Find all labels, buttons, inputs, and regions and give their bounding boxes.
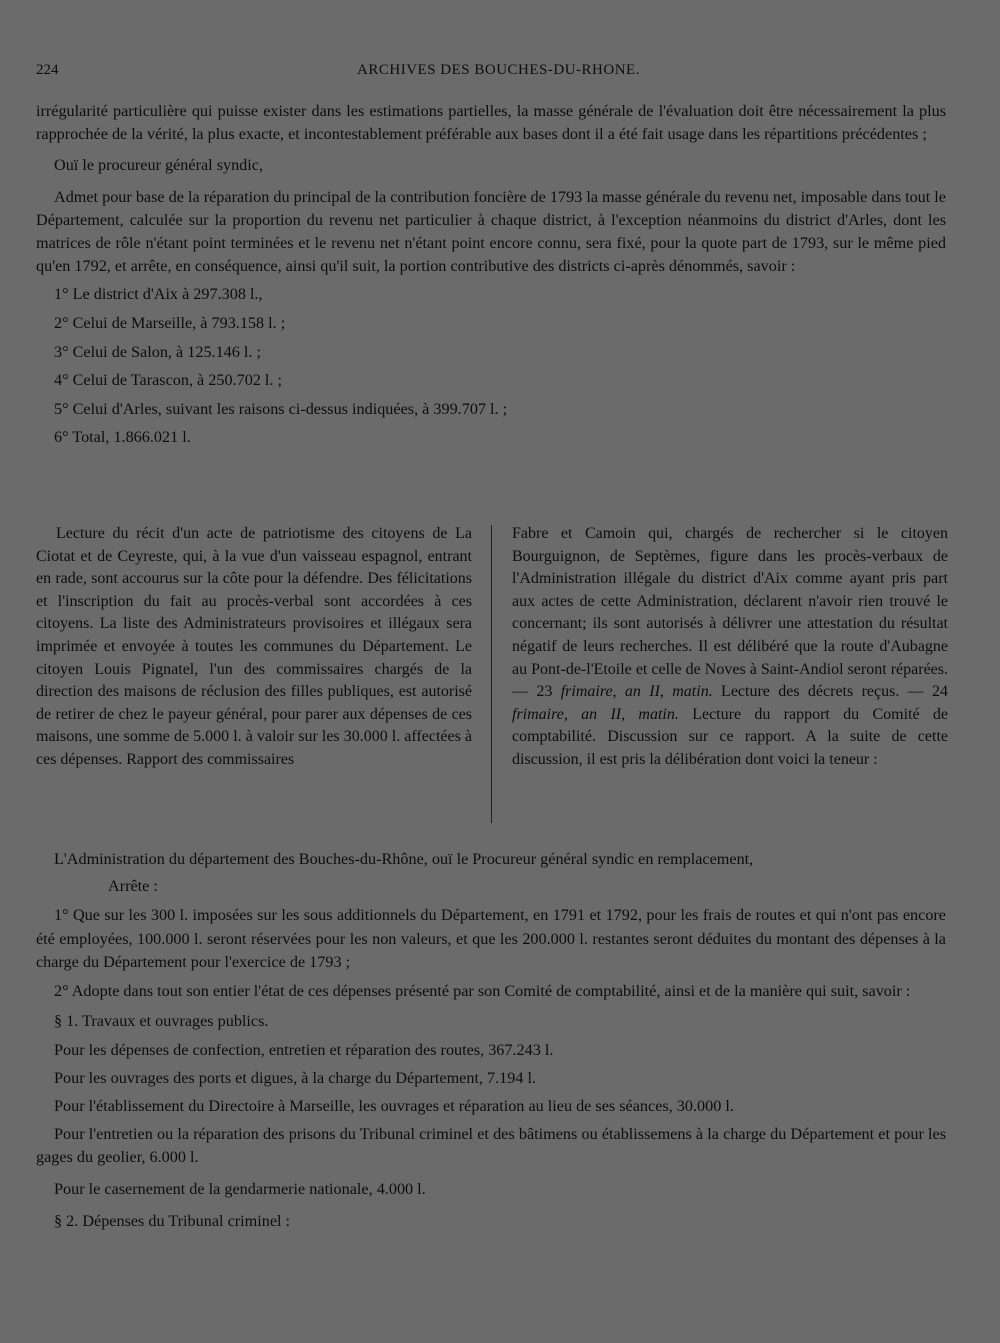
paragraph-intro: L'Administration du département des Bouches-du-Rhône, ouï le Procureur général syndic en remplacement, [54, 850, 754, 868]
top-section [36, 100, 946, 452]
column-divider [491, 525, 492, 823]
list-item: 4° Celui de Tarascon, à 250.702 l. ; [54, 371, 283, 390]
section-heading-1: § 1. Travaux et ouvrages publics. [54, 1012, 269, 1031]
section-heading-2: § 2. Dépenses du Tribunal criminel : [54, 1211, 291, 1230]
list-item: 6° Total, 1.866.021 l. [54, 428, 191, 447]
two-column-section [36, 523, 948, 825]
running-title: ARCHIVES DES BOUCHES-DU-RHONE. [357, 62, 640, 78]
paragraph-admet: Admet pour base de la réparation du principal de la contribution foncière de 1793 la masse générale du revenu net, imposable dans tout le Département, calculée sur la proportion du revenu net particulier à chaque district, à l'exception néanmoins du district d'Arles, dont les matrices de rôle n'étant point terminées et le revenu net n'étant point encore connu, sera fixé, pour la quote part de 1793, sur le même pied qu'en 1792, et arrête, en conséquence, ainsi qu'il suit, la portion contributive des districts ci-après dénommés, savoir : [36, 187, 946, 276]
page-number: 224 [36, 62, 59, 78]
expense-line: Pour l'entretien ou la réparation des prisons du Tribunal criminel et des bâtimens ou établissemens à la charge du Département et pour les gages du geolier, 6.000 l. [36, 1125, 946, 1167]
right-date-1: frimaire, an II, matin. [560, 683, 713, 701]
list-item: 3° Celui de Salon, à 125.146 l. ; [54, 342, 261, 361]
expense-line: Pour le casernement de la gendarmerie nationale, 4.000 l. [54, 1179, 426, 1198]
page-header [36, 62, 961, 86]
right-text-a: Fabre et Camoin qui, chargés de rechercher si le citoyen Bourguignon, de Septèmes, figure dans les procès-verbaux de l'Administration illégale du district d'Aix comme ayant pris part aux actes de cette Administration, déclarent n'avoir rien trouvé le concernant; ils sont autorisés à délivrer une attestation du résultat négatif de leurs recherches. Il est délibéré que la route d'Aubagne au Pont-de-l'Etoile et celle de Noves à Saint-Andiol seront réparées. — 23 [512, 525, 948, 701]
left-column: Lecture du récit d'un acte de patriotisme des citoyens de La Ciotat et de Ceyreste, qui, à la vue d'un vaisseau espagnol, entrant en rade, sont accourus sur la côte pour la défendre. Des félicitations et l'inscription du fait au procès-verbal sont accordées à ces citoyens. La liste des Administrateurs provisoires et illégaux sera imprimée et envoyée à toutes les communes du Département. Le citoyen Louis Pignatel, l'un des commissaires chargés de la direction des maisons de réclusion des filles publiques, est autorisé de retirer de chez le payeur général, pour parer aux dépenses de ces maisons, une somme de 5.000 l. à valoir sur les 30.000 l. affectées à ces dépenses. Rapport des commissaires [36, 525, 472, 768]
article-1: 1° Que sur les 300 l. imposées sur les sous additionnels du Département, en 1791 et 1792, pour les frais de routes et qui n'ont pas encore été employées, 100.000 l. seront réservées pour les non valeurs, et que les 200.000 l. restantes seront déduites du montant des dépenses à la charge du Département pour l'exercice de 1793 ; [36, 906, 946, 971]
right-column [512, 523, 948, 772]
bottom-section [36, 848, 946, 1236]
expense-line: Pour les dépenses de confection, entretien et réparation des routes, 367.243 l. [54, 1041, 554, 1060]
article-2: 2° Adopte dans tout son entier l'état de ces dépenses présenté par son Comité de comptabilité, ainsi et de la manière qui suit, savoir : [54, 982, 911, 1001]
paragraph-oui: Ouï le procureur général syndic, [54, 156, 264, 175]
right-text-c: Lecture du rapport du Comité de comptabilité. Discussion sur ce rapport. A la suite de cette discussion, il est pris la délibération dont voici la teneur : [512, 705, 949, 768]
list-item: 5° Celui d'Arles, suivant les raisons ci-dessus indiquées, à 399.707 l. ; [54, 399, 508, 418]
right-date-2: frimaire, an II, matin. [512, 705, 679, 723]
right-text-b: Lecture des décrets reçus. — 24 [712, 683, 949, 701]
list-item: 1° Le district d'Aix à 297.308 l., [54, 285, 263, 304]
expense-line: Pour l'établissement du Directoire à Marseille, les ouvrages et réparation au lieu de ses séances, 30.000 l. [54, 1097, 734, 1116]
paragraph-continuation: irrégularité particulière qui puisse exister dans les estimations partielles, la masse générale de l'évaluation doit être nécessairement la plus rapprochée de la vérité, la plus exacte, et incontestablement préférable aux bases dont il a été fait usage dans les répartitions précédentes ; [36, 102, 946, 144]
arrete-heading: Arrête : [108, 877, 158, 896]
list-item: 2° Celui de Marseille, à 793.158 l. ; [54, 314, 286, 333]
expense-line: Pour les ouvrages des ports et digues, à la charge du Département, 7.194 l. [54, 1069, 537, 1088]
